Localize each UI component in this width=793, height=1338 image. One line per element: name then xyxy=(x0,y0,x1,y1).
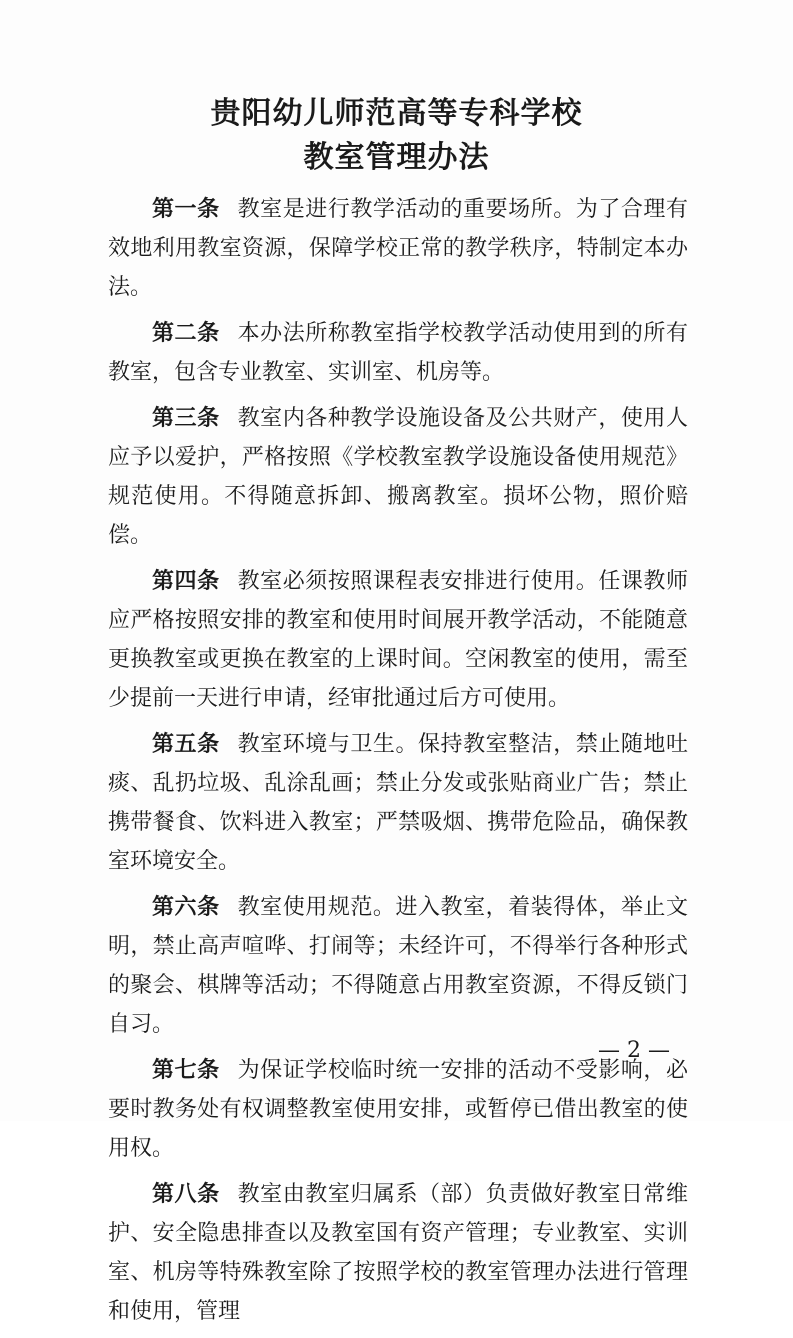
article-number: 第七条 xyxy=(152,1058,220,1083)
document-title-school: 贵阳幼儿师范高等专科学校 xyxy=(210,96,583,131)
article-number: 第三条 xyxy=(152,406,220,431)
article-number: 第二条 xyxy=(152,321,220,346)
article-number: 第五条 xyxy=(152,732,220,757)
article-text: 本办法所称教室指学校教学活动使用到的所有教室，包含专业教室、实训室、机房等。 xyxy=(108,321,688,385)
document-body xyxy=(108,190,688,1338)
article-text: 教室必须按照课程表安排进行使用。任课教师应严格按照安排的教室和使用时间展开教学活动，不能随意更换教室或更换在教室的上课时间。空闲教室的使用，需至少提前一天进行申请，经审批通过后方可使用。 xyxy=(108,569,688,711)
article-2 xyxy=(108,314,688,392)
article-number: 第八条 xyxy=(152,1182,220,1207)
article-text: 为保证学校临时统一安排的活动不受影响，必要时教务处有权调整教室使用安排，或暂停已借出教室的使用权。 xyxy=(108,1058,688,1161)
article-5 xyxy=(108,725,688,881)
article-text: 教室内各种教学设施设备及公共财产，使用人应予以爱护，严格按照《学校教室教学设施设备使用规范》规范使用。不得随意拆卸、搬离教室。损坏公物，照价赔偿。 xyxy=(108,406,688,548)
article-text: 教室由教室归属系（部）负责做好教室日常维护、安全隐患排查以及教室国有资产管理；专业教室、实训室、机房等特殊教室除了按照学校的教室管理办法进行管理和使用，管理 xyxy=(108,1182,688,1324)
page-number: — 2 — xyxy=(598,1038,670,1063)
article-number: 第一条 xyxy=(152,197,220,222)
article-6 xyxy=(108,888,688,1044)
article-4 xyxy=(108,562,688,718)
article-7 xyxy=(108,1051,688,1168)
article-number: 第六条 xyxy=(152,895,220,920)
article-1 xyxy=(108,190,688,307)
article-number: 第四条 xyxy=(152,569,220,594)
article-3 xyxy=(108,399,688,555)
document-title-subject: 教室管理办法 xyxy=(303,140,490,175)
article-text: 教室使用规范。进入教室，着装得体，举止文明，禁止高声喧哗、打闹等；未经许可，不得举行各种形式的聚会、棋牌等活动；不得随意占用教室资源，不得反锁门自习。 xyxy=(108,895,688,1037)
article-8 xyxy=(108,1175,688,1331)
article-text: 教室是进行教学活动的重要场所。为了合理有效地利用教室资源，保障学校正常的教学秩序，特制定本办法。 xyxy=(108,197,688,300)
article-text: 教室环境与卫生。保持教室整洁，禁止随地吐痰、乱扔垃圾、乱涂乱画；禁止分发或张贴商业广告；禁止携带餐食、饮料进入教室；严禁吸烟、携带危险品，确保教室环境安全。 xyxy=(108,732,688,874)
